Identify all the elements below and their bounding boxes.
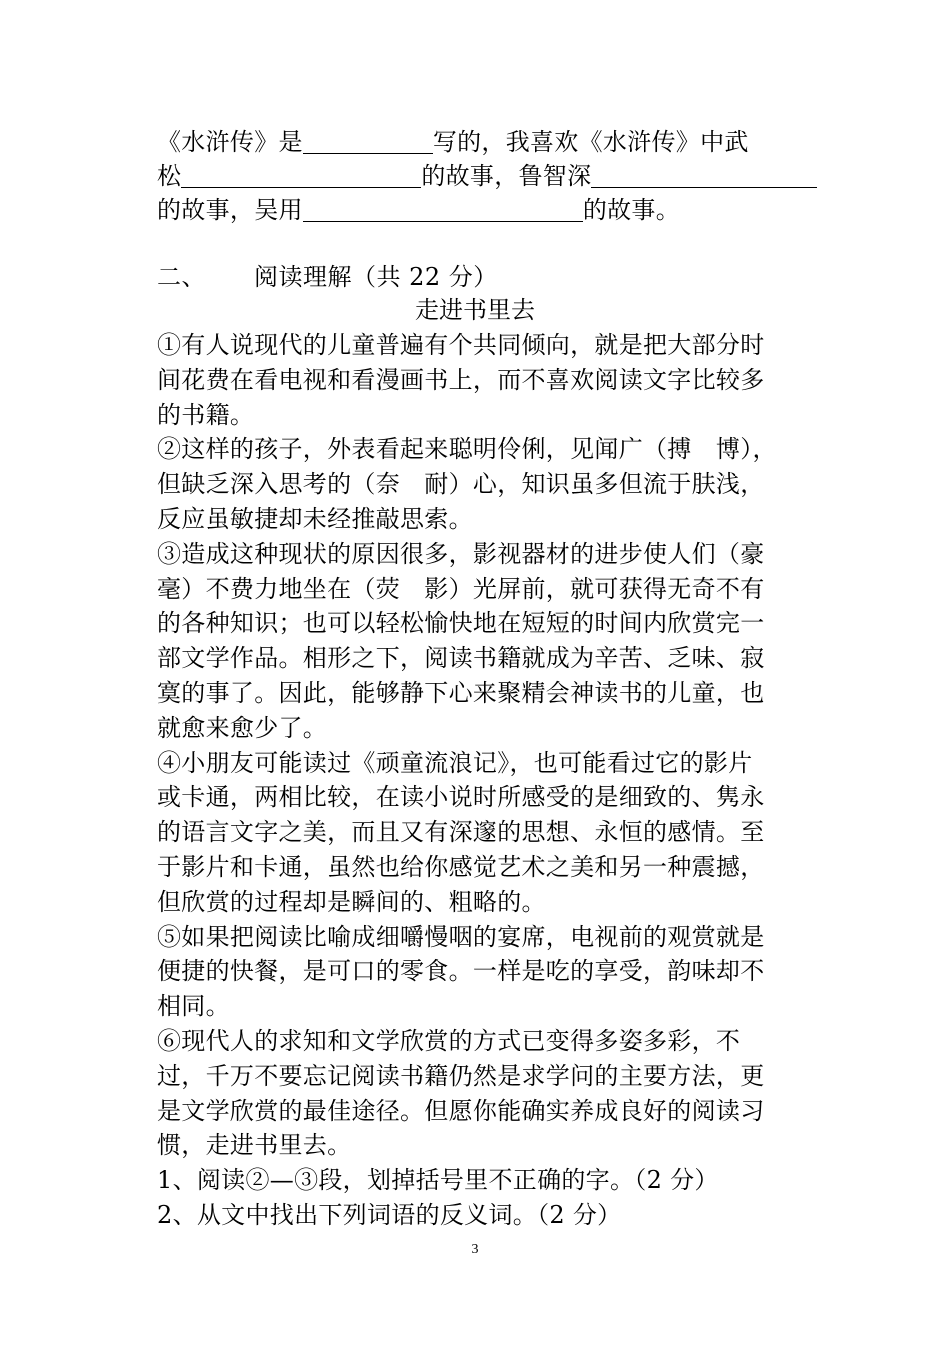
- article-line: 惯，走进书里去。: [157, 1131, 352, 1160]
- article-line: 的书籍。: [157, 400, 255, 429]
- answer-blank[interactable]: [181, 161, 421, 188]
- article-line: ④小朋友可能读过《顽童流浪记》，也可能看过它的影片: [157, 748, 753, 777]
- fill-in-text: 的故事。: [582, 196, 681, 224]
- article-line: 过，千万不要忘记阅读书籍仍然是求学问的主要方法，更: [157, 1061, 765, 1090]
- article-line: ②这样的孩子，外表看起来聪明伶俐，见闻广（搏 博），: [157, 435, 777, 464]
- fill-in-text: 《水浒传》是: [157, 128, 303, 156]
- article-line: 但缺乏深入思考的（奈 耐）心，知识虽多但流于肤浅，: [157, 470, 765, 499]
- article-line: ⑥现代人的求知和文学欣赏的方式已变得多姿多彩，不: [157, 1027, 741, 1055]
- article-line: 便捷的快餐，是可口的零食。一样是吃的享受，韵味却不: [157, 957, 765, 986]
- fill-in-line-2: [157, 159, 837, 193]
- article-line: 或卡通，两相比较，在读小说时所感受的是细致的、隽永: [157, 783, 765, 812]
- section-number: 二、: [157, 263, 206, 291]
- fill-in-line-3: [157, 193, 837, 227]
- article-line: 于影片和卡通，虽然也给你感觉艺术之美和另一种震撼，: [157, 853, 765, 881]
- fill-in-line-1: [157, 125, 837, 159]
- article-line: 寞的事了。因此，能够静下心来聚精会神读书的儿童，也: [157, 679, 765, 707]
- article-line: 部文学作品。相形之下，阅读书籍就成为辛苦、乏味、寂: [157, 644, 765, 673]
- article-line: 的各种知识；也可以轻松愉快地在短短的时间内欣赏完一: [157, 609, 765, 638]
- page-number: 3: [471, 1242, 479, 1257]
- article-line: 毫）不费力地坐在（荧 影）光屏前，就可获得无奇不有: [157, 574, 765, 603]
- article-line: 是文学欣赏的最佳途径。但愿你能确实养成良好的阅读习: [157, 1096, 765, 1125]
- article-line: 相同。: [157, 992, 230, 1021]
- article-line: ①有人说现代的儿童普遍有个共同倾向，就是把大部分时: [157, 331, 765, 359]
- article-line: 但欣赏的过程却是瞬间的、粗略的。: [157, 887, 546, 916]
- section-heading-text: 阅读理解（共 22 分）: [254, 263, 498, 291]
- fill-in-text: 的故事，鲁智深: [421, 162, 592, 190]
- answer-blank[interactable]: [303, 195, 583, 222]
- fill-in-text: 的故事，吴用: [157, 196, 303, 224]
- article-line: ③造成这种现状的原因很多，影视器材的进步使人们（豪: [157, 539, 765, 568]
- answer-blank[interactable]: [591, 161, 817, 188]
- fill-in-text: 松: [157, 162, 182, 190]
- article-line: 就愈来愈少了。: [157, 713, 328, 742]
- answer-blank[interactable]: [303, 127, 433, 154]
- article-line: 间花费在看电视和看漫画书上，而不喜欢阅读文字比较多: [157, 365, 765, 394]
- question-line: 1、阅读②—③段，划掉括号里不正确的字。（2 分）: [157, 1166, 719, 1195]
- question-line: 2、从文中找出下列词语的反义词。（2 分）: [157, 1201, 622, 1229]
- article-title: 走进书里去: [415, 296, 535, 324]
- article-line: 反应虽敏捷却未经推敲思索。: [157, 505, 473, 533]
- fill-in-text: 写的，我喜欢《水浒传》中武: [432, 128, 749, 156]
- article-line: ⑤如果把阅读比喻成细嚼慢咽的宴席，电视前的观赏就是: [157, 922, 765, 951]
- article-line: 的语言文字之美，而且又有深邃的思想、永恒的感情。至: [157, 818, 765, 847]
- section-heading: [157, 260, 837, 294]
